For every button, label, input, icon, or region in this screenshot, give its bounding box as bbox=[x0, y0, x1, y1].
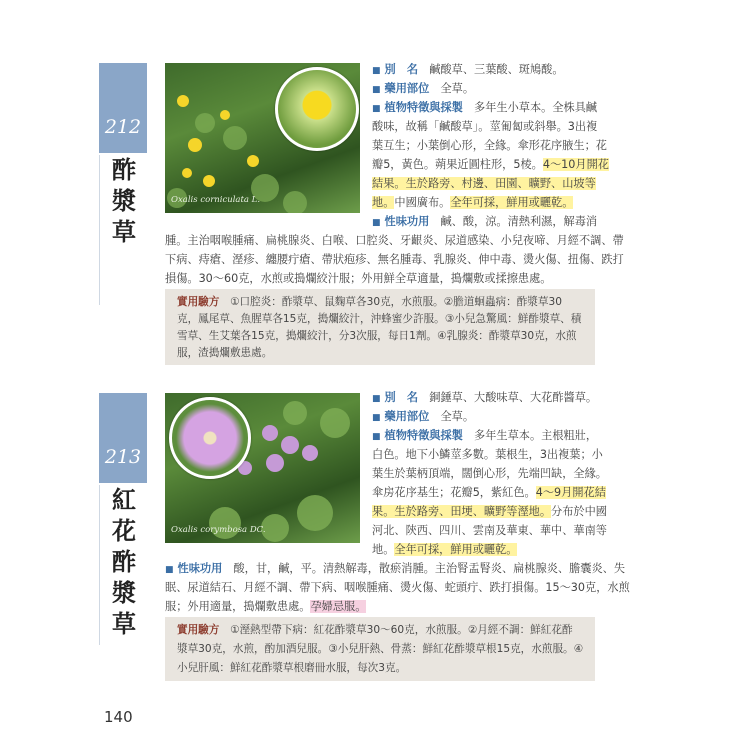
box-text: 雪草、生艾葉各15克，搗爛絞汁，分3次服，每日1劑。④乳腺炎：酢漿草30克，水煎 bbox=[177, 330, 577, 342]
entry-name-char: 草 bbox=[112, 610, 136, 638]
text-segment: 瓣5，黃色。蒴果近圓柱形，5棱。 bbox=[372, 158, 543, 171]
plant-photo bbox=[165, 63, 360, 213]
text-line bbox=[372, 502, 607, 522]
text-line bbox=[165, 250, 624, 270]
prescription-box bbox=[165, 289, 595, 365]
text-segment: 腫。主治咽喉腫痛、扁桃腺炎、白喉、口腔炎、牙齦炎、尿道感染、小兒夜啼、月經不調、帶 bbox=[165, 234, 624, 247]
text-segment: 分布於中國 bbox=[551, 505, 607, 518]
entry-number: 213 bbox=[99, 431, 147, 483]
entry-name-char: 花 bbox=[112, 517, 136, 545]
text-segment: 銅錘草、大酸味草、大花酢醬草。 bbox=[418, 391, 598, 404]
text-line bbox=[372, 98, 597, 119]
entry-name-char: 酢 bbox=[112, 548, 136, 576]
latin-name: Oxalis corniculata L. bbox=[171, 195, 261, 205]
box-line bbox=[177, 342, 272, 364]
text-line bbox=[165, 559, 625, 580]
text-line bbox=[372, 193, 573, 213]
text-segment: 全草。 bbox=[429, 82, 475, 95]
text-line bbox=[165, 597, 366, 617]
bullet-square-icon: ■ bbox=[372, 85, 381, 95]
box-text: 漿草30克，水煎，酌加酒兒服。③小兒肝熱、骨蒸：鮮紅花酢漿草根15克，水煎服。④ bbox=[177, 643, 584, 655]
bullet-square-icon: ■ bbox=[372, 66, 381, 76]
highlight-segment: 全年可採，鮮用或曬乾。 bbox=[450, 196, 574, 209]
label-segment: 性味功用 bbox=[177, 562, 223, 575]
text-segment: 傘房花序基生；花瓣5，紫紅色。 bbox=[372, 486, 536, 499]
entry-name-char: 紅 bbox=[112, 486, 136, 514]
label-segment: 植物特徵與採製 bbox=[384, 429, 463, 442]
label-segment: 別 名 bbox=[384, 63, 419, 76]
text-segment: 鹹、酸，涼。清熱利濕，解毒消 bbox=[429, 215, 598, 228]
text-line bbox=[372, 117, 597, 137]
box-title: 實用驗方 bbox=[177, 624, 220, 636]
box-text: 克，鳳尾草、魚腥草各15克，搗爛絞汁，沖蜂蜜少許服。③小兒急驚風：鮮酢漿草、積 bbox=[177, 313, 582, 325]
text-segment: 下病、痔瘡、溼疹、纏腰疔瘡、帶狀疱疹、無名腫毒、乳腺炎、伸中毒、燙火傷、扭傷、跌打 bbox=[165, 253, 624, 266]
box-text: 服，渣搗爛敷患處。 bbox=[177, 347, 273, 359]
text-line bbox=[372, 60, 564, 81]
entry-name bbox=[99, 155, 148, 305]
box-text: ①口腔炎：酢漿草、鼠麴草各30克，水煎服。②膽道蛔蟲病：酢漿草30 bbox=[229, 296, 562, 308]
text-segment: 全草。 bbox=[429, 410, 475, 423]
text-line bbox=[372, 155, 609, 175]
flower-closeup-inset bbox=[169, 397, 251, 479]
text-segment: 損傷。30～60克，水煎或搗爛絞汁服；外用鮮全草適量，搗爛敷或揉擦患處。 bbox=[165, 272, 552, 285]
text-segment: 多年生草本。主根粗壯， bbox=[462, 429, 598, 442]
prescription-box bbox=[165, 617, 595, 681]
text-segment: 白色。地下小鱗莖多數。葉根生，3出複葉；小 bbox=[372, 448, 603, 461]
text-line bbox=[372, 540, 517, 560]
text-line bbox=[372, 79, 474, 100]
sidebar-accent-bar bbox=[99, 393, 147, 431]
text-line bbox=[372, 174, 596, 194]
bullet-square-icon: ■ bbox=[372, 394, 381, 404]
text-segment: 多年生小草本。全株具鹹 bbox=[462, 101, 598, 114]
label-segment: 別 名 bbox=[384, 391, 419, 404]
plant-photo bbox=[165, 393, 360, 543]
text-line bbox=[372, 483, 606, 503]
text-line bbox=[372, 136, 607, 156]
text-segment: 鹹酸草、三葉酸、斑鳩酸。 bbox=[418, 63, 564, 76]
entry-number: 212 bbox=[99, 101, 147, 153]
text-line bbox=[372, 212, 597, 233]
sidebar-accent-bar bbox=[99, 63, 147, 101]
text-line bbox=[372, 521, 607, 541]
text-line bbox=[372, 407, 474, 428]
label-segment: 性味功用 bbox=[384, 215, 430, 228]
label-segment: 植物特徵與採製 bbox=[384, 101, 463, 114]
text-line bbox=[165, 231, 624, 251]
text-line bbox=[372, 464, 607, 484]
text-segment: 河北、陝西、四川、雲南及華東、華中、華南等 bbox=[372, 524, 607, 537]
text-line bbox=[372, 388, 597, 409]
box-line bbox=[177, 657, 406, 679]
text-segment: 葉生於葉柄頂端，闊倒心形，先端凹缺，全緣。 bbox=[372, 467, 607, 480]
flower-closeup-inset bbox=[275, 67, 359, 151]
text-line bbox=[372, 445, 603, 465]
highlight-segment: 全年可採，鮮用或曬乾。 bbox=[394, 543, 518, 556]
entry-name-char: 漿 bbox=[112, 187, 136, 215]
text-line bbox=[165, 578, 630, 598]
label-segment: 藥用部位 bbox=[384, 82, 430, 95]
text-segment: 中國廣布。 bbox=[394, 196, 451, 209]
bullet-square-icon: ■ bbox=[165, 565, 174, 575]
text-segment: 眠、尿道結石、月經不調、帶下病、咽喉腫痛、燙火傷、蛇頭疔、跌打損傷。15～30克，水煎 bbox=[165, 581, 630, 594]
entry-name-char: 草 bbox=[112, 218, 136, 246]
box-title: 實用驗方 bbox=[177, 296, 220, 308]
latin-name: Oxalis corymbosa DC. bbox=[171, 525, 266, 535]
text-line bbox=[165, 269, 551, 289]
box-text: ①溼熱型帶下病：紅花酢漿草30～60克，水煎服。②月經不調：鮮紅花酢 bbox=[229, 624, 573, 636]
text-line bbox=[372, 426, 597, 447]
entry-sidebar bbox=[99, 393, 147, 683]
highlight-segment: 孕婦忌服。 bbox=[310, 600, 367, 613]
bullet-square-icon: ■ bbox=[372, 218, 381, 228]
text-segment: 葉互生；小葉倒心形，全緣。傘形花序腋生；花 bbox=[372, 139, 607, 152]
text-segment: 服；外用適量，搗爛敷患處。 bbox=[165, 600, 311, 613]
highlight-segment: 4～10月開花 bbox=[542, 158, 609, 171]
entry-sidebar bbox=[99, 63, 147, 363]
text-segment: 地。 bbox=[372, 543, 395, 556]
label-segment: 藥用部位 bbox=[384, 410, 430, 423]
entry-name bbox=[99, 485, 148, 645]
highlight-segment: 地。 bbox=[372, 196, 395, 209]
entry-name-char: 漿 bbox=[112, 579, 136, 607]
highlight-segment: 果。生於路旁、田埂、曠野等溼地。 bbox=[372, 505, 552, 518]
entry-name-char: 酢 bbox=[112, 156, 136, 184]
box-text: 小兒肝風：鮮紅花酢漿草根磨冊水服，每次3克。 bbox=[177, 662, 407, 674]
page-number: 140 bbox=[104, 708, 133, 726]
bullet-square-icon: ■ bbox=[372, 104, 381, 114]
text-segment: 酸味，故稱「鹹酸草」。莖匍匐或斜舉。3出複 bbox=[372, 120, 598, 133]
text-segment: 酸，甘，鹹，平。清熱解毒，散瘀消腫。主治腎盂腎炎、扁桃腺炎、膽囊炎、失 bbox=[222, 562, 626, 575]
bullet-square-icon: ■ bbox=[372, 413, 381, 423]
bullet-square-icon: ■ bbox=[372, 432, 381, 442]
highlight-segment: 結果。生於路旁、村邊、田園、曠野、山坡等 bbox=[372, 177, 596, 190]
highlight-segment: 4～9月開花結 bbox=[535, 486, 606, 499]
